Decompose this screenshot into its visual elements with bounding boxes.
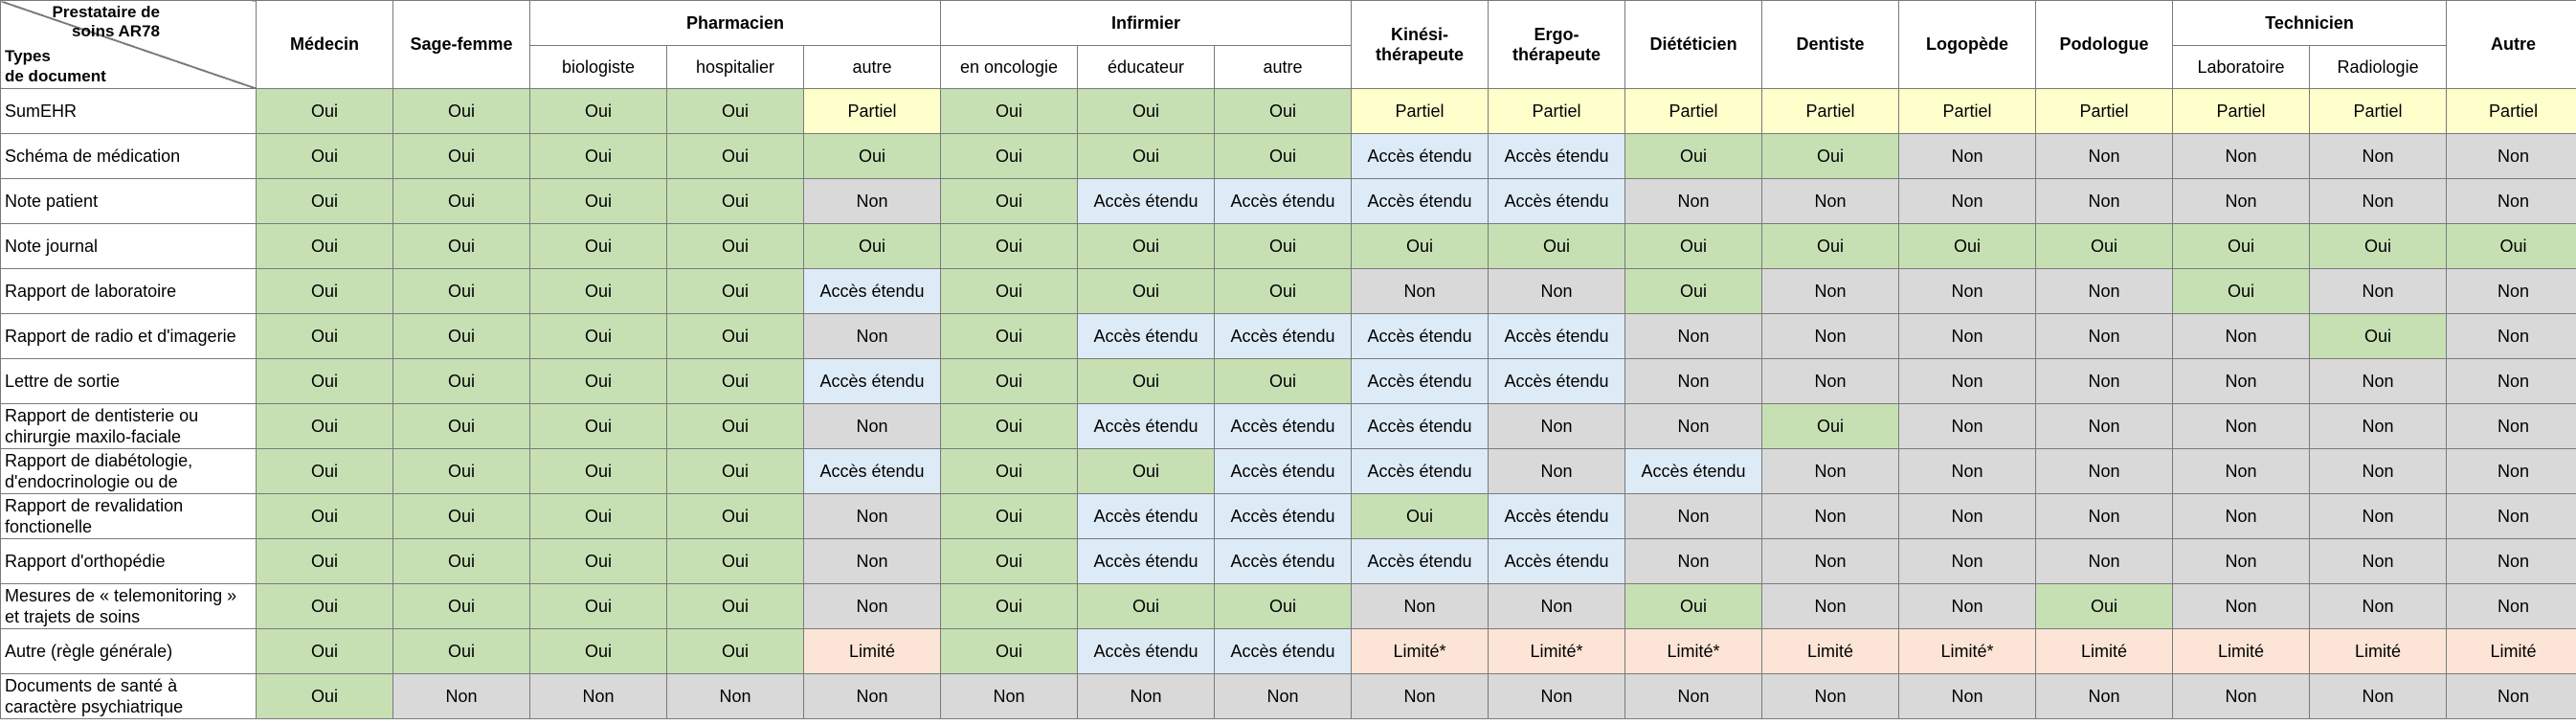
access-cell: Accès étendu bbox=[1215, 179, 1352, 224]
access-cell: Oui bbox=[1762, 224, 1899, 269]
access-cell: Partiel bbox=[1625, 89, 1762, 134]
row-label: Mesures de « telemonitoring » et trajets de soins bbox=[1, 584, 257, 629]
table-row bbox=[1, 134, 2576, 179]
access-cell: Accès étendu bbox=[1489, 494, 1625, 539]
access-cell: Oui bbox=[941, 179, 1078, 224]
row-label: Rapport d'orthopédie bbox=[1, 539, 257, 584]
access-cell: Non bbox=[1078, 674, 1215, 719]
access-cell: Non bbox=[1762, 314, 1899, 359]
access-cell: Oui bbox=[530, 179, 667, 224]
access-cell: Oui bbox=[941, 314, 1078, 359]
access-cell: Accès étendu bbox=[1215, 404, 1352, 449]
access-cell: Accès étendu bbox=[1078, 404, 1215, 449]
access-cell: Oui bbox=[530, 89, 667, 134]
access-cell: Partiel bbox=[1899, 89, 2036, 134]
access-cell: Oui bbox=[1352, 494, 1489, 539]
access-cell: Non bbox=[2447, 674, 2576, 719]
access-cell: Non bbox=[1899, 674, 2036, 719]
access-cell: Non bbox=[1762, 494, 1899, 539]
access-cell: Non bbox=[2310, 404, 2447, 449]
access-cell: Oui bbox=[393, 494, 530, 539]
access-cell: Accès étendu bbox=[1078, 494, 1215, 539]
access-cell: Limité bbox=[2447, 629, 2576, 674]
corner-cell bbox=[1, 1, 257, 89]
access-cell: Oui bbox=[1215, 89, 1352, 134]
table-row bbox=[1, 494, 2576, 539]
access-cell: Oui bbox=[257, 89, 393, 134]
access-cell: Oui bbox=[2447, 224, 2576, 269]
row-label: SumEHR bbox=[1, 89, 257, 134]
access-cell: Oui bbox=[667, 404, 804, 449]
access-cell: Non bbox=[2447, 584, 2576, 629]
access-cell: Non bbox=[2447, 449, 2576, 494]
access-cell: Non bbox=[1899, 449, 2036, 494]
access-cell: Oui bbox=[1078, 584, 1215, 629]
col-ergotherapeute: Ergo- thérapeute bbox=[1489, 1, 1625, 89]
access-cell: Accès étendu bbox=[804, 359, 941, 404]
access-cell: Limité* bbox=[1625, 629, 1762, 674]
access-cell: Oui bbox=[1078, 359, 1215, 404]
row-label: Rapport de radio et d'imagerie bbox=[1, 314, 257, 359]
access-cell: Non bbox=[2173, 494, 2310, 539]
access-cell: Oui bbox=[257, 539, 393, 584]
access-cell: Non bbox=[1625, 179, 1762, 224]
access-cell: Non bbox=[1489, 584, 1625, 629]
access-cell: Oui bbox=[530, 629, 667, 674]
access-cell: Non bbox=[2447, 539, 2576, 584]
access-cell: Partiel bbox=[1762, 89, 1899, 134]
access-cell: Oui bbox=[1215, 269, 1352, 314]
access-cell: Non bbox=[1625, 314, 1762, 359]
table-row bbox=[1, 674, 2576, 719]
access-cell: Non bbox=[941, 674, 1078, 719]
access-cell: Oui bbox=[1489, 224, 1625, 269]
access-cell: Accès étendu bbox=[1215, 314, 1352, 359]
access-cell: Non bbox=[1762, 449, 1899, 494]
access-cell: Accès étendu bbox=[1352, 404, 1489, 449]
col-group-infirmier: Infirmier bbox=[941, 1, 1352, 46]
access-cell: Non bbox=[1489, 449, 1625, 494]
access-cell: Non bbox=[2173, 314, 2310, 359]
access-cell: Non bbox=[2173, 539, 2310, 584]
access-cell: Non bbox=[667, 674, 804, 719]
access-cell: Oui bbox=[941, 89, 1078, 134]
access-cell: Oui bbox=[941, 539, 1078, 584]
access-cell: Oui bbox=[257, 629, 393, 674]
access-cell: Non bbox=[1899, 584, 2036, 629]
access-cell: Oui bbox=[1762, 404, 1899, 449]
access-cell: Accès étendu bbox=[1078, 179, 1215, 224]
access-cell: Oui bbox=[393, 539, 530, 584]
access-cell: Oui bbox=[941, 584, 1078, 629]
col-dentiste: Dentiste bbox=[1762, 1, 1899, 89]
access-cell: Oui bbox=[2036, 584, 2173, 629]
access-cell: Non bbox=[2036, 314, 2173, 359]
access-cell: Accès étendu bbox=[1215, 539, 1352, 584]
access-cell: Non bbox=[2036, 179, 2173, 224]
access-cell: Oui bbox=[2173, 269, 2310, 314]
access-cell: Accès étendu bbox=[1352, 539, 1489, 584]
access-cell: Oui bbox=[530, 359, 667, 404]
access-cell: Oui bbox=[1762, 134, 1899, 179]
access-cell: Oui bbox=[530, 584, 667, 629]
access-cell: Accès étendu bbox=[1352, 359, 1489, 404]
table-row bbox=[1, 404, 2576, 449]
access-cell: Non bbox=[804, 674, 941, 719]
table-row bbox=[1, 359, 2576, 404]
access-cell: Non bbox=[2447, 404, 2576, 449]
access-cell: Oui bbox=[1215, 359, 1352, 404]
access-cell: Non bbox=[2036, 449, 2173, 494]
access-cell: Oui bbox=[667, 314, 804, 359]
access-cell: Limité bbox=[2173, 629, 2310, 674]
access-cell: Non bbox=[1899, 359, 2036, 404]
access-cell: Oui bbox=[257, 449, 393, 494]
access-cell: Non bbox=[804, 404, 941, 449]
col-infirmier-autre: autre bbox=[1215, 46, 1352, 89]
access-cell: Non bbox=[2447, 359, 2576, 404]
access-cell: Non bbox=[1762, 539, 1899, 584]
access-cell: Accès étendu bbox=[1489, 179, 1625, 224]
col-pharmacien-autre: autre bbox=[804, 46, 941, 89]
row-label: Rapport de dentisterie ou chirurgie maxilo-faciale bbox=[1, 404, 257, 449]
access-cell: Oui bbox=[941, 629, 1078, 674]
access-cell: Oui bbox=[393, 314, 530, 359]
access-cell: Oui bbox=[530, 269, 667, 314]
col-kinesitherapeute: Kinési- thérapeute bbox=[1352, 1, 1489, 89]
access-cell: Non bbox=[1489, 674, 1625, 719]
access-cell: Oui bbox=[1625, 584, 1762, 629]
access-cell: Accès étendu bbox=[1352, 179, 1489, 224]
access-cell: Oui bbox=[1215, 224, 1352, 269]
access-cell: Accès étendu bbox=[1352, 449, 1489, 494]
access-cell: Oui bbox=[2310, 314, 2447, 359]
access-cell: Non bbox=[1762, 359, 1899, 404]
access-cell: Oui bbox=[1078, 224, 1215, 269]
access-cell: Oui bbox=[941, 269, 1078, 314]
access-cell: Oui bbox=[530, 134, 667, 179]
access-cell: Oui bbox=[393, 224, 530, 269]
col-pharmacien-hospitalier: hospitalier bbox=[667, 46, 804, 89]
table-row bbox=[1, 269, 2576, 314]
access-cell: Non bbox=[2173, 584, 2310, 629]
access-cell: Oui bbox=[2036, 224, 2173, 269]
col-technicien-radiologie: Radiologie bbox=[2310, 46, 2447, 89]
access-cell: Non bbox=[804, 584, 941, 629]
table-row bbox=[1, 629, 2576, 674]
access-cell: Oui bbox=[667, 359, 804, 404]
access-cell: Partiel bbox=[804, 89, 941, 134]
access-cell: Oui bbox=[257, 224, 393, 269]
access-cell: Oui bbox=[1625, 134, 1762, 179]
access-cell: Limité* bbox=[1489, 629, 1625, 674]
access-cell: Oui bbox=[1625, 224, 1762, 269]
access-cell: Oui bbox=[667, 224, 804, 269]
access-cell: Accès étendu bbox=[1352, 134, 1489, 179]
access-cell: Non bbox=[2310, 359, 2447, 404]
access-cell: Non bbox=[2036, 359, 2173, 404]
access-cell: Non bbox=[1899, 404, 2036, 449]
col-infirmier-oncologie: en oncologie bbox=[941, 46, 1078, 89]
access-cell: Non bbox=[2173, 404, 2310, 449]
access-cell: Non bbox=[1489, 269, 1625, 314]
access-cell: Partiel bbox=[2036, 89, 2173, 134]
access-cell: Oui bbox=[2173, 224, 2310, 269]
access-cell: Non bbox=[2173, 674, 2310, 719]
access-cell: Non bbox=[1899, 539, 2036, 584]
access-cell: Accès étendu bbox=[1215, 629, 1352, 674]
access-cell: Non bbox=[1352, 674, 1489, 719]
access-cell: Non bbox=[2447, 134, 2576, 179]
access-cell: Partiel bbox=[1352, 89, 1489, 134]
access-cell: Non bbox=[1899, 314, 2036, 359]
table-row bbox=[1, 449, 2576, 494]
access-cell: Non bbox=[1625, 674, 1762, 719]
access-cell: Non bbox=[2447, 314, 2576, 359]
col-autre: Autre bbox=[2447, 1, 2576, 89]
access-cell: Oui bbox=[1215, 584, 1352, 629]
col-group-pharmacien: Pharmacien bbox=[530, 1, 941, 46]
access-cell: Oui bbox=[530, 449, 667, 494]
access-cell: Limité bbox=[804, 629, 941, 674]
col-sage-femme: Sage-femme bbox=[393, 1, 530, 89]
table-row bbox=[1, 224, 2576, 269]
access-cell: Limité* bbox=[1899, 629, 2036, 674]
access-cell: Non bbox=[1625, 359, 1762, 404]
access-cell: Oui bbox=[1352, 224, 1489, 269]
access-cell: Oui bbox=[257, 179, 393, 224]
access-cell: Accès étendu bbox=[1489, 539, 1625, 584]
access-cell: Non bbox=[1899, 269, 2036, 314]
access-cell: Accès étendu bbox=[1489, 359, 1625, 404]
col-infirmier-educateur: éducateur bbox=[1078, 46, 1215, 89]
access-cell: Oui bbox=[941, 449, 1078, 494]
access-cell: Non bbox=[393, 674, 530, 719]
access-cell: Non bbox=[1215, 674, 1352, 719]
access-cell: Oui bbox=[257, 404, 393, 449]
row-label: Note journal bbox=[1, 224, 257, 269]
access-cell: Oui bbox=[257, 359, 393, 404]
row-label: Rapport de revalidation fonctionelle bbox=[1, 494, 257, 539]
access-cell: Non bbox=[2036, 404, 2173, 449]
access-cell: Non bbox=[2447, 179, 2576, 224]
access-cell: Oui bbox=[393, 179, 530, 224]
access-cell: Accès étendu bbox=[1078, 539, 1215, 584]
access-cell: Accès étendu bbox=[1352, 314, 1489, 359]
table-row bbox=[1, 179, 2576, 224]
access-cell: Non bbox=[1625, 539, 1762, 584]
access-cell: Oui bbox=[530, 404, 667, 449]
access-cell: Oui bbox=[1078, 449, 1215, 494]
access-cell: Non bbox=[2036, 674, 2173, 719]
access-cell: Oui bbox=[667, 629, 804, 674]
table-row bbox=[1, 89, 2576, 134]
access-cell: Non bbox=[1489, 404, 1625, 449]
access-cell: Non bbox=[2310, 584, 2447, 629]
col-pharmacien-biologiste: biologiste bbox=[530, 46, 667, 89]
access-cell: Oui bbox=[530, 224, 667, 269]
access-cell: Non bbox=[2447, 269, 2576, 314]
access-cell: Oui bbox=[393, 359, 530, 404]
access-cell: Non bbox=[2310, 674, 2447, 719]
access-cell: Oui bbox=[667, 179, 804, 224]
access-cell: Non bbox=[804, 314, 941, 359]
access-cell: Oui bbox=[257, 134, 393, 179]
table-row bbox=[1, 584, 2576, 629]
access-cell: Non bbox=[2310, 134, 2447, 179]
access-cell: Non bbox=[1352, 269, 1489, 314]
access-cell: Oui bbox=[1078, 269, 1215, 314]
access-cell: Oui bbox=[530, 314, 667, 359]
access-cell: Oui bbox=[667, 494, 804, 539]
access-cell: Oui bbox=[667, 449, 804, 494]
access-cell: Non bbox=[1352, 584, 1489, 629]
access-cell: Partiel bbox=[1489, 89, 1625, 134]
row-label: Note patient bbox=[1, 179, 257, 224]
access-cell: Oui bbox=[941, 359, 1078, 404]
access-cell: Non bbox=[2310, 539, 2447, 584]
table-row bbox=[1, 539, 2576, 584]
access-cell: Oui bbox=[667, 539, 804, 584]
access-cell: Oui bbox=[1899, 224, 2036, 269]
access-cell: Oui bbox=[393, 269, 530, 314]
col-podologue: Podologue bbox=[2036, 1, 2173, 89]
access-cell: Oui bbox=[393, 404, 530, 449]
access-cell: Accès étendu bbox=[1625, 449, 1762, 494]
access-cell: Non bbox=[1899, 179, 2036, 224]
access-cell: Non bbox=[1762, 179, 1899, 224]
access-cell: Accès étendu bbox=[1489, 314, 1625, 359]
access-cell: Non bbox=[1762, 269, 1899, 314]
col-dieteticien: Diététicien bbox=[1625, 1, 1762, 89]
access-cell: Non bbox=[2036, 539, 2173, 584]
access-cell: Non bbox=[2310, 449, 2447, 494]
access-cell: Non bbox=[2173, 179, 2310, 224]
access-cell: Oui bbox=[667, 89, 804, 134]
col-technicien-laboratoire: Laboratoire bbox=[2173, 46, 2310, 89]
col-medecin: Médecin bbox=[257, 1, 393, 89]
access-cell: Non bbox=[1625, 404, 1762, 449]
access-cell: Oui bbox=[530, 539, 667, 584]
access-cell: Partiel bbox=[2447, 89, 2576, 134]
access-cell: Partiel bbox=[2310, 89, 2447, 134]
access-cell: Oui bbox=[1078, 89, 1215, 134]
access-cell: Limité bbox=[1762, 629, 1899, 674]
corner-doctype-label: Types de document bbox=[5, 47, 106, 85]
access-cell: Oui bbox=[393, 89, 530, 134]
access-cell: Non bbox=[1899, 134, 2036, 179]
access-cell: Accès étendu bbox=[1489, 134, 1625, 179]
access-cell: Non bbox=[1762, 674, 1899, 719]
access-cell: Oui bbox=[941, 404, 1078, 449]
access-cell: Non bbox=[2310, 494, 2447, 539]
access-cell: Non bbox=[2036, 494, 2173, 539]
access-cell: Non bbox=[1762, 584, 1899, 629]
access-cell: Oui bbox=[667, 584, 804, 629]
access-cell: Oui bbox=[941, 494, 1078, 539]
access-cell: Non bbox=[804, 539, 941, 584]
access-cell: Accès étendu bbox=[804, 269, 941, 314]
access-cell: Oui bbox=[393, 629, 530, 674]
access-cell: Oui bbox=[393, 449, 530, 494]
access-cell: Oui bbox=[257, 494, 393, 539]
access-cell: Non bbox=[2036, 269, 2173, 314]
access-cell: Non bbox=[2036, 134, 2173, 179]
col-logopede: Logopède bbox=[1899, 1, 2036, 89]
access-cell: Non bbox=[2310, 269, 2447, 314]
access-cell: Limité bbox=[2036, 629, 2173, 674]
access-cell: Limité bbox=[2310, 629, 2447, 674]
access-cell: Accès étendu bbox=[1215, 449, 1352, 494]
access-cell: Accès étendu bbox=[804, 449, 941, 494]
access-cell: Oui bbox=[667, 269, 804, 314]
header-row-groups bbox=[1, 1, 2576, 46]
row-label: Lettre de sortie bbox=[1, 359, 257, 404]
access-cell: Oui bbox=[1625, 269, 1762, 314]
access-cell: Non bbox=[530, 674, 667, 719]
access-cell: Oui bbox=[941, 224, 1078, 269]
access-cell: Non bbox=[2310, 179, 2447, 224]
table-row bbox=[1, 314, 2576, 359]
access-cell: Non bbox=[804, 179, 941, 224]
access-cell: Oui bbox=[667, 134, 804, 179]
access-cell: Accès étendu bbox=[1215, 494, 1352, 539]
row-label: Autre (règle générale) bbox=[1, 629, 257, 674]
access-cell: Non bbox=[2173, 359, 2310, 404]
access-cell: Oui bbox=[257, 314, 393, 359]
access-cell: Non bbox=[2173, 449, 2310, 494]
access-cell: Oui bbox=[257, 584, 393, 629]
access-cell: Partiel bbox=[2173, 89, 2310, 134]
access-cell: Non bbox=[1625, 494, 1762, 539]
access-cell: Oui bbox=[941, 134, 1078, 179]
access-cell: Non bbox=[1899, 494, 2036, 539]
access-cell: Accès étendu bbox=[1078, 314, 1215, 359]
col-group-technicien: Technicien bbox=[2173, 1, 2447, 46]
access-cell: Non bbox=[2447, 494, 2576, 539]
access-cell: Oui bbox=[2310, 224, 2447, 269]
access-cell: Oui bbox=[393, 134, 530, 179]
access-cell: Oui bbox=[257, 674, 393, 719]
access-cell: Non bbox=[804, 494, 941, 539]
access-cell: Oui bbox=[530, 494, 667, 539]
access-cell: Limité* bbox=[1352, 629, 1489, 674]
access-cell: Non bbox=[2173, 134, 2310, 179]
access-cell: Oui bbox=[257, 269, 393, 314]
access-cell: Oui bbox=[1078, 134, 1215, 179]
access-cell: Oui bbox=[804, 224, 941, 269]
access-cell: Oui bbox=[1215, 134, 1352, 179]
row-label: Documents de santé à caractère psychiatrique bbox=[1, 674, 257, 719]
corner-provider-label: Prestataire de soins AR78 bbox=[52, 3, 160, 40]
row-label: Rapport de diabétologie, d'endocrinologie ou de bbox=[1, 449, 257, 494]
access-cell: Oui bbox=[393, 584, 530, 629]
row-label: Schéma de médication bbox=[1, 134, 257, 179]
access-cell: Oui bbox=[804, 134, 941, 179]
row-label: Rapport de laboratoire bbox=[1, 269, 257, 314]
access-cell: Accès étendu bbox=[1078, 629, 1215, 674]
